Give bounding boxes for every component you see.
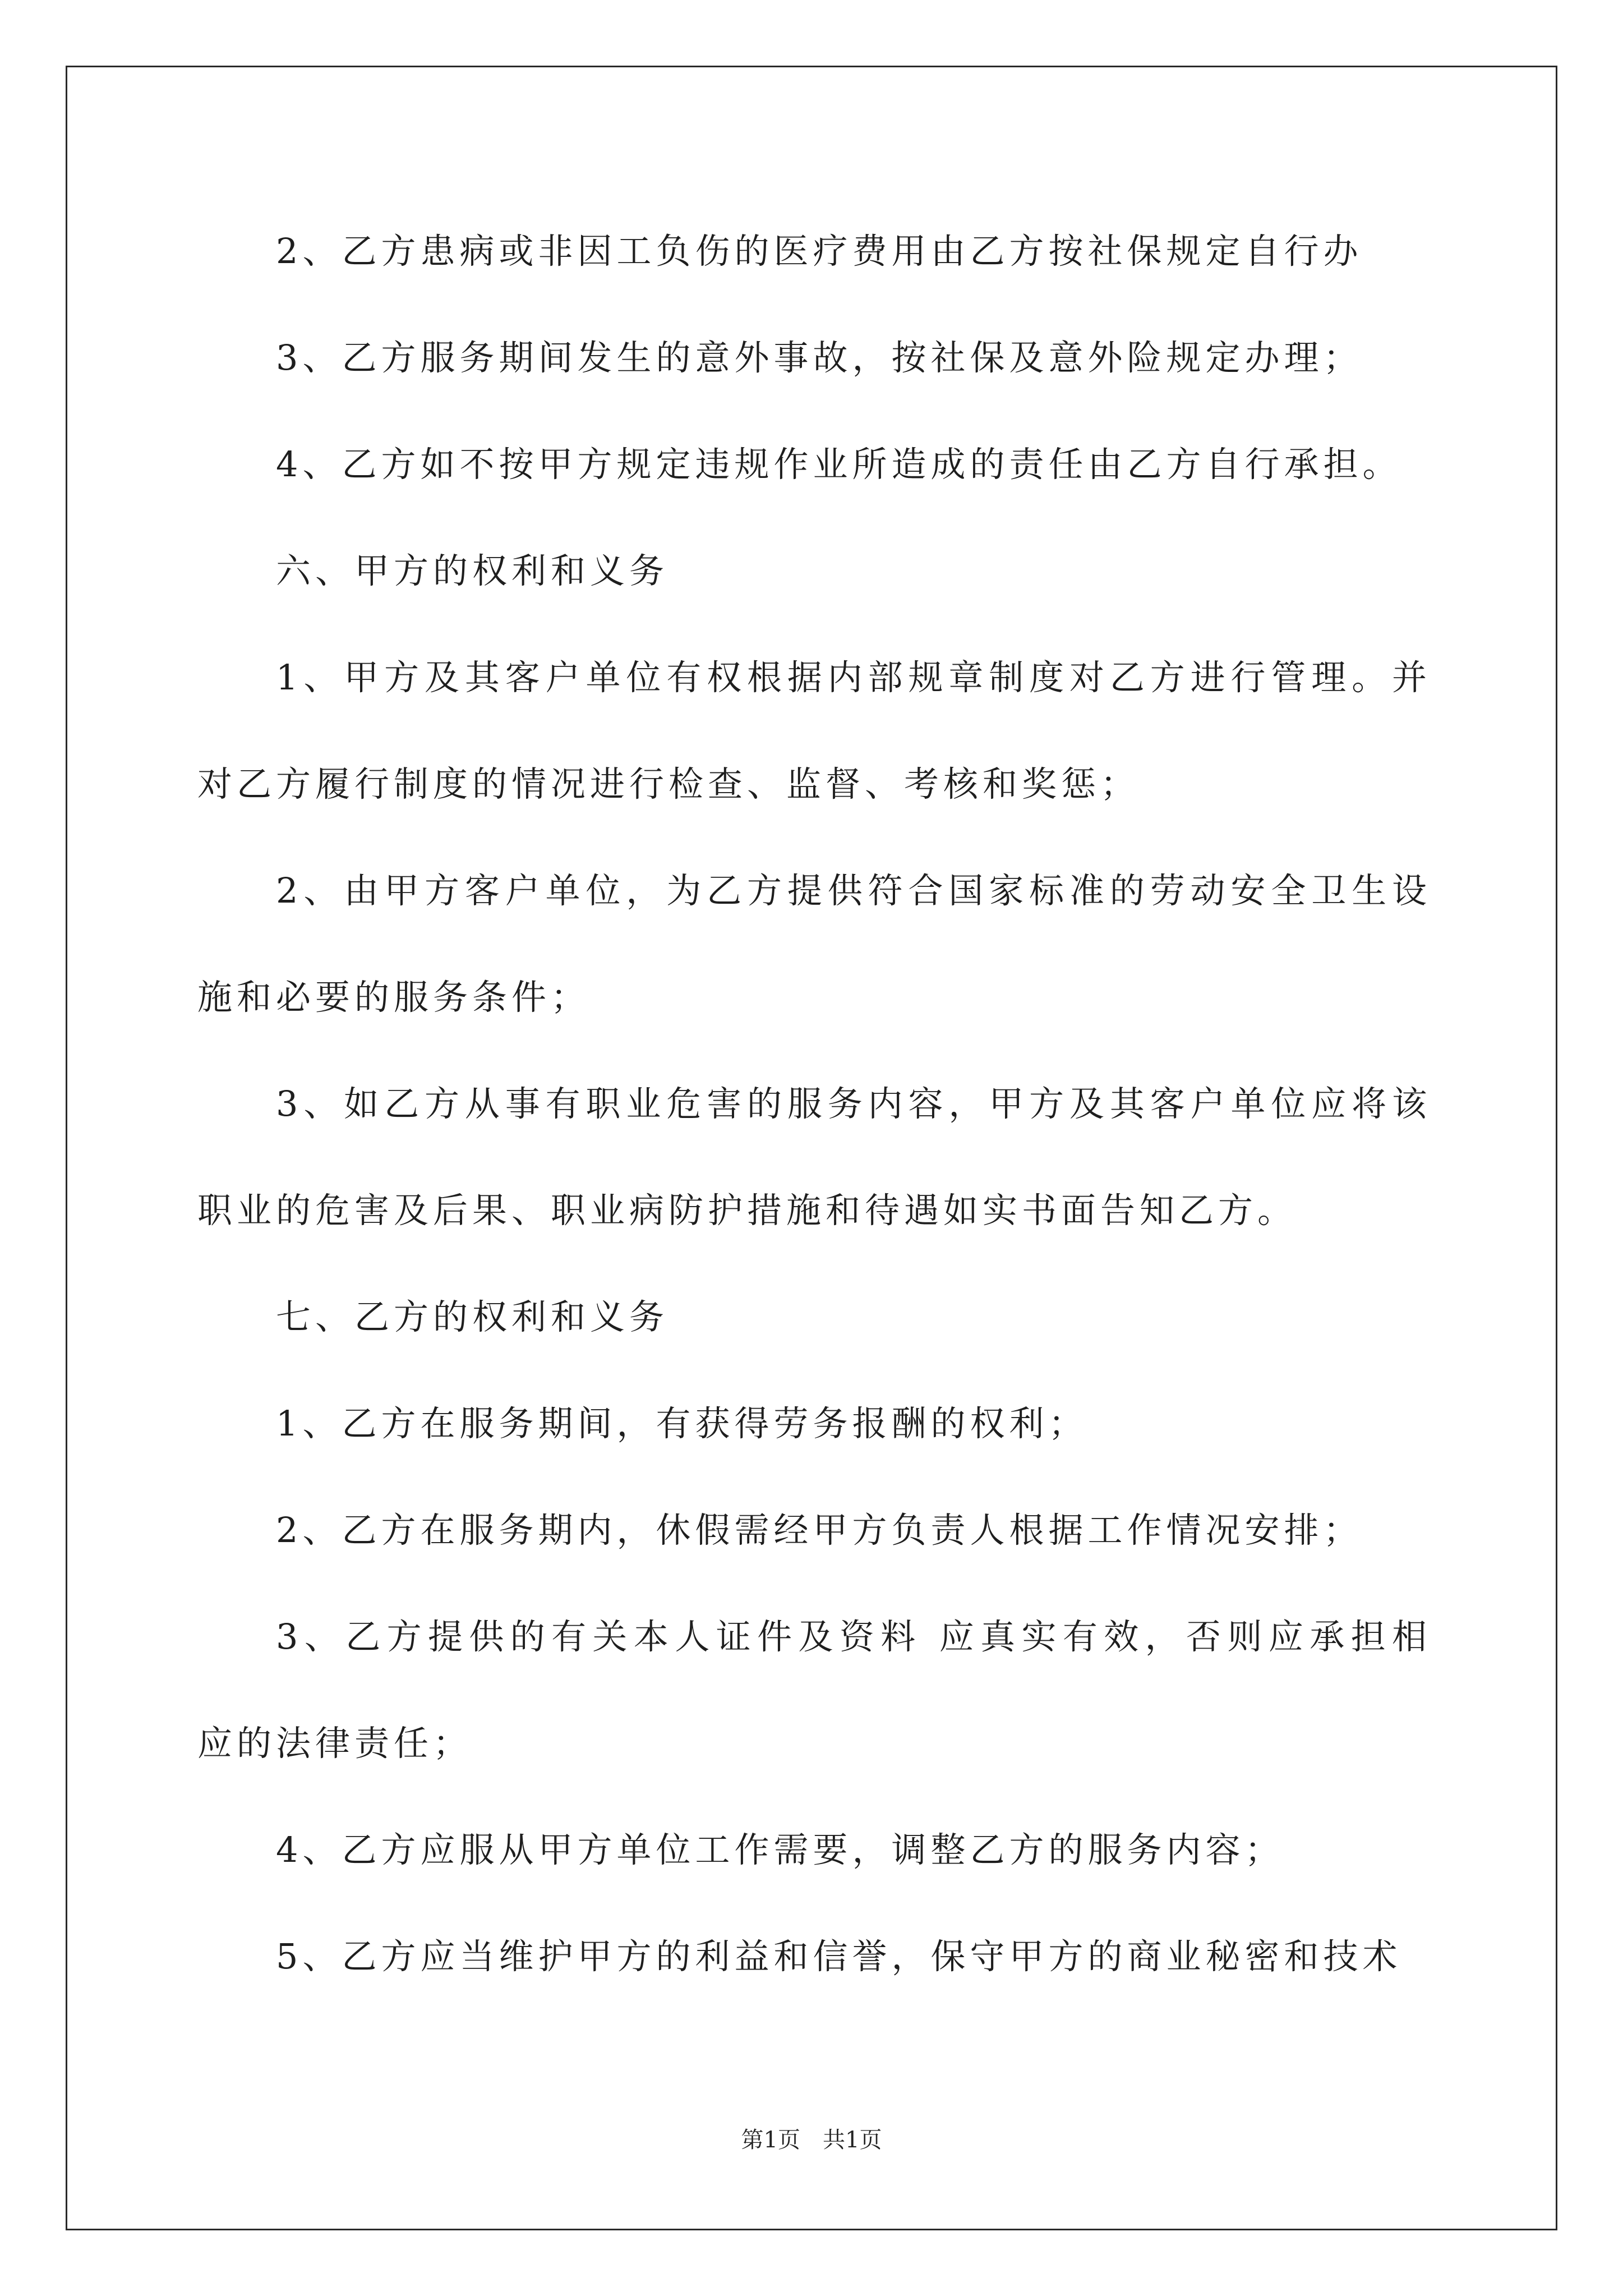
document-body xyxy=(197,198,1431,2010)
paragraph-line: 2、乙方患病或非因工负伤的医疗费用由乙方按社保规定自行办 xyxy=(276,231,1363,272)
paragraph xyxy=(197,411,1431,518)
paragraph-line: 4、乙方应服从甲方单位工作需要，调整乙方的服务内容； xyxy=(276,1829,1284,1870)
paragraph-line: 3、乙方提供的有关本人证件及资料 应真实有效，否则应承担相 xyxy=(276,1616,1431,1657)
paragraph xyxy=(197,1370,1431,1477)
paragraph-line: 5、乙方应当维护甲方的利益和信誉，保守甲方的商业秘密和技术 xyxy=(276,1936,1402,1977)
paragraph xyxy=(197,198,1431,305)
paragraph-line: 六、甲方的权利和义务 xyxy=(276,550,669,591)
paragraph xyxy=(197,624,1431,838)
paragraph-line: 职业的危害及后果、职业病防护措施和待遇如实书面告知乙方。 xyxy=(197,1190,1297,1231)
paragraph xyxy=(197,1584,1431,1797)
page-footer: 第1页 共1页 xyxy=(741,2127,882,2153)
paragraph-line: 2、由甲方客户单位，为乙方提供符合国家标准的劳动安全卫生设 xyxy=(276,870,1431,911)
paragraph-line: 2、乙方在服务期内，休假需经甲方负责人根据工作情况安排； xyxy=(276,1510,1363,1550)
paragraph xyxy=(197,1903,1431,2010)
paragraph xyxy=(197,1264,1431,1370)
paragraph-line: 3、乙方服务期间发生的意外事故，按社保及意外险规定办理； xyxy=(276,337,1363,378)
paragraph-line: 4、乙方如不按甲方规定违规作业所造成的责任由乙方自行承担。 xyxy=(276,444,1402,485)
paragraph-line: 3、如乙方从事有职业危害的服务内容，甲方及其客户单位应将该 xyxy=(276,1083,1431,1124)
paragraph-line: 1、甲方及其客户单位有权根据内部规章制度对乙方进行管理。并 xyxy=(276,657,1431,698)
paragraph-line: 1、乙方在服务期间，有获得劳务报酬的权利； xyxy=(276,1403,1088,1444)
paragraph xyxy=(197,1477,1431,1584)
paragraph xyxy=(197,1797,1431,1903)
paragraph-line: 应的法律责任； xyxy=(197,1723,473,1764)
paragraph xyxy=(197,518,1431,624)
paragraph xyxy=(197,838,1431,1051)
paragraph-line: 七、乙方的权利和义务 xyxy=(276,1296,669,1337)
paragraph xyxy=(197,1051,1431,1264)
paragraph xyxy=(197,305,1431,411)
paragraph-line: 施和必要的服务条件； xyxy=(197,977,591,1018)
paragraph-line: 对乙方履行制度的情况进行检查、监督、考核和奖惩； xyxy=(197,763,1140,804)
